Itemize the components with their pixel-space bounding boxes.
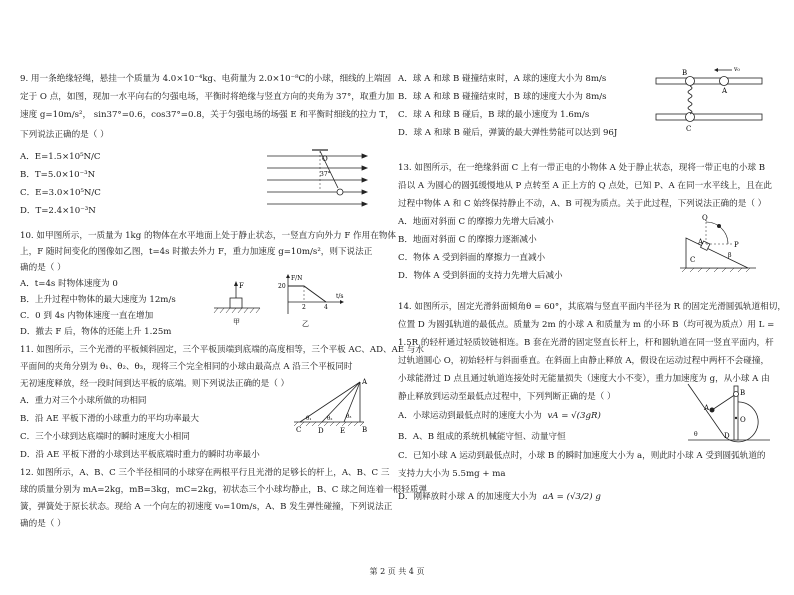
q14-fig-label-o: O [740,416,746,424]
q11-figure [292,376,372,438]
q14-figure [684,380,774,446]
q14-option-d-formula: aA = (√3/2) g [542,492,601,502]
q11-option-d: D．沿 AE 平板下滑的小球到达平板底端时重力的瞬时功率最小 [20,450,260,460]
q9-figure [262,148,372,218]
q13-fig-label-p: P [734,241,739,249]
q10-fig-label-t2: 2 [302,304,306,311]
q9-fig-label-o: O [322,155,328,163]
q13-option-a: A．地面对斜面 C 的摩擦力先增大后减小 [398,217,554,227]
q11-option-c: C．三个小球到达底端时的瞬时速度大小相同 [20,432,190,442]
q10-fig-label-fn: F/N [291,275,303,282]
q10-stem-line: 上，F 随时间变化的图像如乙图，t=4s 时撤去外力 F，重力加速度 g=10m/s²，则下说法正 [20,247,373,257]
q13-stem-line: 沿以 A 为圆心的圆弧缓慢地从 P 点转至 A 正上方的 Q 点处，已知 P、A 在同一水平线上，且在此 [398,181,772,191]
q12-fig-label-c: C [686,125,692,133]
q14-stem-line: 14. 如图所示，固定光滑斜面倾角θ = 60°，其底端与竖直平面内半径为 R 的固定光滑圆弧轨道相切， [398,302,786,312]
q9-stem-line: 下列说法正确的是（ ） [20,130,109,140]
q9-stem-line: 速度 g=10m/s²， sin37°=0.6，cos37°=0.8，关于匀强电场的场强 E 和平衡时细线的拉力 T， [20,110,394,120]
q13-option-d: D．物体 A 受到斜面的支持力先增大后减小 [398,271,563,281]
q14-fig-label-d: D [724,432,730,440]
q11-fig-label-th1: θ₁ [306,416,312,422]
q10-fig-label-t4: 4 [324,304,328,311]
q9-option-d: D．T=2.4×10⁻³N [20,206,96,216]
q14-stem-line: 静止释放到运动至最低点过程中，下列判断正确的是（ ） [398,392,616,402]
q11-option-a: A．重力对三个小球所做的功相同 [20,396,147,406]
q14-stem-line: 1.5R 的轻杆通过轻质铰链相连。B 套在光滑的固定竖直长杆上，杆和圆轨道在同一竖直平面内，杆 [398,338,774,348]
q13-stem-line: 13. 如图所示，在一绝缘斜面 C 上有一带正电的小物体 A 处于静止状态，现将一带正电的小球 B [398,163,766,173]
q13-fig-label-q: Q [702,214,708,222]
q14-fig-label-theta: θ [694,431,698,438]
page-footer: 第 2 页 共 4 页 [369,567,425,576]
q14-option-d [398,492,601,503]
q11-stem-line: 平面间的夹角分别为 θ₁、θ₂、θ₃，现将三个完全相同的小球由最高点 A 沿三个平板同时 [20,362,353,372]
q11-fig-label-b: B [362,426,368,434]
q12-option-d: D．球 A 和球 B 碰后，弹簧的最大弹性势能可以达到 96J [398,128,618,138]
q10-figure-jia [212,278,262,328]
q13-fig-label-c: C [690,256,696,264]
q9-fig-label-angle: 37° [320,171,331,178]
q11-fig-label-a: A [362,378,368,386]
q14-stem-line: 小球能滑过 D 点且通过轨道连接处时无能量损失（速度大小不变），重力加速度为 g，从小球 A 由 [398,374,770,384]
q14-option-b: B．A、B 组成的系统机械能守恒、动量守恒 [398,432,566,442]
q13-fig-label-a: A [698,238,704,246]
q12-option-a: A．球 A 和球 B 碰撞结束时，A 球的速度大小为 8m/s [398,74,607,84]
q10-option-a: A．t=4s 时物体速度为 0 [20,279,118,289]
q14-fig-label-a: A [704,404,710,412]
q11-fig-label-c: C [296,426,302,434]
q12-option-b: B．球 A 和球 B 碰撞结束时，B 球的速度大小为 8m/s [398,92,607,102]
q9-stem-line: 9. 用一条绝缘轻绳，悬挂一个质量为 4.0×10⁻⁴kg、电荷量为 2.0×10⁻⁸C的小球，细线的上端固 [20,74,392,84]
q11-stem-line: 无初速度释放，经一段时间到达平板的底端。则下列说法正确的是（ ） [20,379,290,389]
q12-fig-label-b: B [682,69,688,77]
q9-option-c: C．E=3.0×10⁵N/C [20,188,101,198]
q12-stem-line: 球的质量分别为 mA=2kg，mB=3kg，mC=2kg，初状态三个小球均静止，B、C 球之间连着一根轻质弹 [20,485,428,495]
q11-fig-label-th3: θ₃ [346,414,352,420]
q10-fig-label-ts: t/s [336,293,344,300]
q11-fig-label-e: E [340,427,346,435]
q10-option-b: B．上升过程中物体的最大速度为 12m/s [20,295,176,305]
q10-stem-line: 确的是（ ） [20,263,66,273]
q11-fig-label-d: D [318,427,324,435]
q14-option-a-text: A．小球运动到最低点时的速度大小为 [398,411,542,421]
q10-option-c: C．0 到 4s 内物体速度一直在增加 [20,311,154,321]
q12-stem-line: 确的是（ ） [20,519,66,529]
q10-fig-label-yi: 乙 [302,320,309,328]
q13-figure [678,212,758,278]
q10-option-d: D．撤去 F 后，物体的还能上升 1.25m [20,327,172,337]
q12-figure [652,62,772,134]
q10-stem-line: 10. 如甲图所示，一质量为 1kg 的物体在水平地面上处于静止状态，一竖直方向外力 F 作用在物体 [20,231,397,241]
q9-option-b: B．T=5.0×10⁻³N [20,170,96,180]
q10-figure-yi [278,272,348,330]
q13-option-c: C．物体 A 受到斜面的摩擦力一直减小 [398,253,546,263]
q10-fig-label-20: 20 [278,283,286,290]
q9-stem-line: 定于 O 点，如图，现加一水平向右的匀强电场，平衡时将绝缘与竖直方向的夹角为 37°，取重力加 [20,92,395,102]
q12-stem-line: 簧，弹簧处于原长状态。现给 A 一个向左的初速度 v₀=10m/s，A、B 发生弹性碰撞，下列说法正 [20,502,393,512]
q12-fig-label-v0: v₀ [734,66,740,73]
q12-fig-label-a: A [722,87,728,95]
q13-stem-line: 过程中物体 A 和 C 始终保持静止不动，A、B 可视为质点。关于此过程，下列说法正确的是（ ） [398,199,767,209]
q10-fig-label-jia: 甲 [233,318,240,326]
q12-stem-line: 12. 如图所示，A、B、C 三个半径相同的小球穿在两根平行且光滑的足够长的杆上，A、B、C 三 [20,468,390,478]
q14-option-c-line2: 支持力大小为 5.5mg + ma [398,469,506,479]
q11-option-b: B．沿 AE 平板下滑的小球重力的平均功率最大 [20,414,199,424]
q9-option-a: A．E=1.5×10⁵N/C [20,152,101,162]
q14-option-a [398,411,601,422]
q14-stem-line: 位置 D 为圆弧轨道的最低点。质量为 2m 的小球 A 和质量为 m 的小环 B（均可视为质点）用 L = [398,320,775,330]
q14-option-d-text: D．刚释放时小球 A 的加速度大小为 [398,492,537,502]
q14-option-a-formula: vA = √(3gR) [547,411,601,421]
q11-fig-label-th2: θ₂ [327,416,333,422]
q12-option-c: C．球 A 和球 B 碰后，B 球的最小速度为 1.6m/s [398,110,590,120]
q14-stem-line: 过轨道圆心 O，初始轻杆与斜面垂直。在斜面上由静止释放 A，假设在运动过程中两杆不会碰撞， [398,356,770,366]
q13-fig-label-beta: β [728,252,732,259]
q10-fig-label-f: F [239,282,244,290]
q11-stem-line: 11. 如图所示，三个光滑的平板倾斜固定，三个平板顶端到底端的高度相等，三个平板 AC、AD、AE 与水 [20,345,424,355]
q13-option-b: B．地面对斜面 C 的摩擦力逐渐减小 [398,235,537,245]
q14-option-c: C．已知小球 A 运动到最低点时，小球 B 的瞬时加速度大小为 a，则此时小球 A 受到圆弧轨道的 [398,451,766,461]
q14-fig-label-b: B [740,389,746,397]
